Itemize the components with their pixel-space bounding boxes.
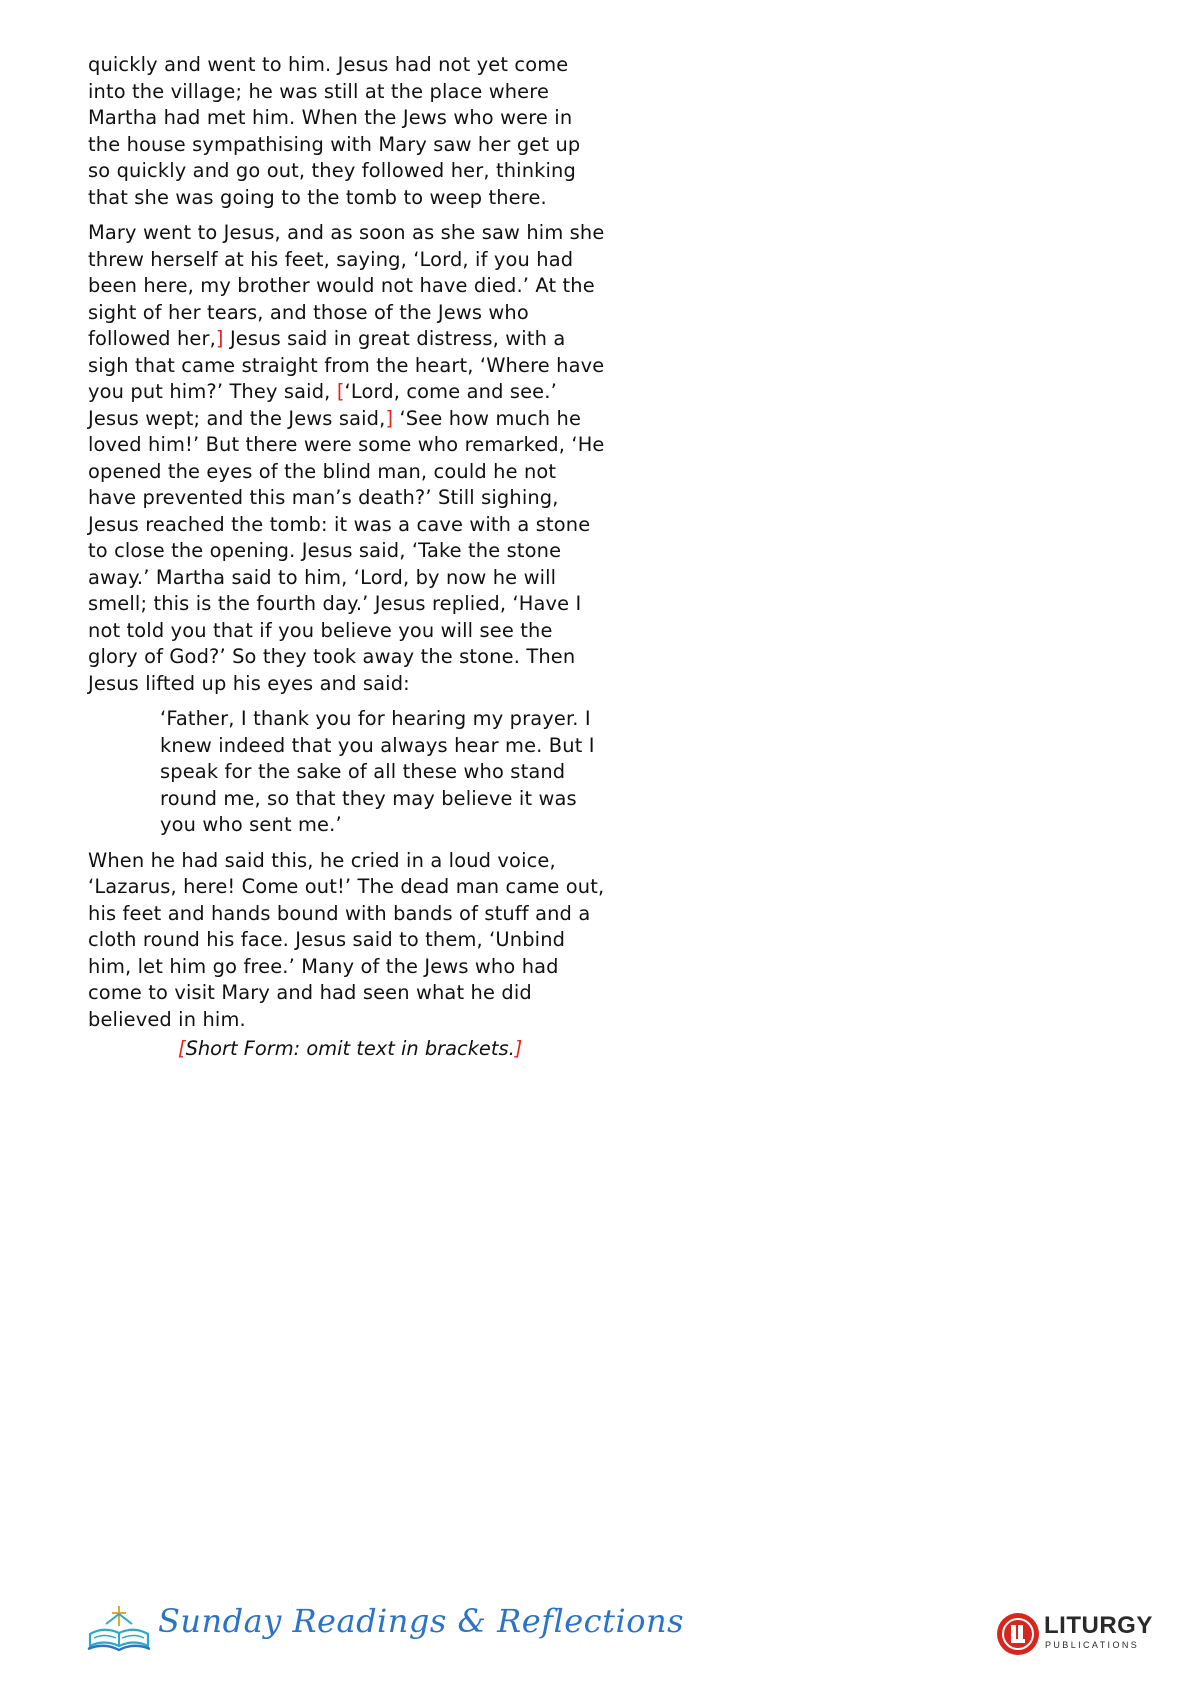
paragraph	[88, 220, 608, 697]
short-form-text: Short Form: omit text in brackets.	[185, 1037, 515, 1060]
prayer-quote	[160, 706, 608, 839]
paragraph-text: Mary went to Jesus, and as soon as she saw him she threw herself at his feet, saying, ‘Lord, if you had been here, my brother would not have died.’ At the sight of her tears, and those of the Jews who followed her,	[88, 221, 605, 350]
paragraph-text: ‘See how much he loved him!’ But there were some who remarked, ‘He opened the eyes of the blind man, could he not have prevented this man’s death?’ Still sighing, Jesus reached the tomb: it was a cave with a stone to close the opening. Jesus said, ‘Take the stone away.’ Martha said to him, ‘Lord, by now he will smell; this is the fourth day.’ Jesus replied, ‘Have I not told you that if you believe you will see the glory of God?’ So they took away the stone. Then Jesus lifted up his eyes and said:	[88, 406, 605, 695]
reading-text	[88, 52, 608, 1042]
paragraph-text: quickly and went to him. Jesus had not yet come into the village; he was still at the place where Martha had met him. When the Jews who were in the house sympathising with Mary saw her get up so quickly and go out, they followed her, thinking that she was going to the tomb to weep there.	[88, 53, 581, 209]
bracket-open: [	[178, 1037, 186, 1060]
brand-title: Sunday Readings & Reflections	[158, 1602, 684, 1640]
short-form-note	[178, 1036, 578, 1062]
paragraph-text: Jesus said in great distress, with a sigh that came straight from the heart, ‘Where have you put him?’ They said,	[88, 327, 605, 403]
bracket-close: ]	[385, 406, 394, 430]
paragraph-text: When he had said this, he cried in a loud voice, ‘Lazarus, here! Come out!’ The dead man came out, his feet and hands bound with bands of stuff and a cloth round his face. Jesus said to them, ‘Unbind him, let him go free.’ Many of the Jews who had come to visit Mary and had seen what he did believed in him.	[88, 848, 605, 1031]
bracket-close: ]	[215, 327, 224, 350]
paragraph-text: ‘Lord, come and see.’ Jesus wept; and the Jews said,	[88, 380, 557, 430]
bracket-open: [	[336, 380, 345, 403]
bracket-close: ]	[514, 1037, 523, 1060]
sunday-readings-logo	[86, 1600, 684, 1656]
publisher-name: LITURGY	[1044, 1612, 1153, 1639]
quote-text: ‘Father, I thank you for hearing my prayer. I knew indeed that you always hear me. But I speak for the sake of all these who stand round me, so that they may believe it was you who sent me.’	[160, 707, 595, 836]
liturgy-publications-logo	[996, 1610, 1156, 1660]
paragraph	[88, 848, 608, 1034]
publisher-subtitle: PUBLICATIONS	[1045, 1640, 1140, 1650]
liturgy-emblem-icon	[996, 1612, 1040, 1656]
paragraph	[88, 52, 608, 211]
open-book-icon	[86, 1600, 152, 1656]
